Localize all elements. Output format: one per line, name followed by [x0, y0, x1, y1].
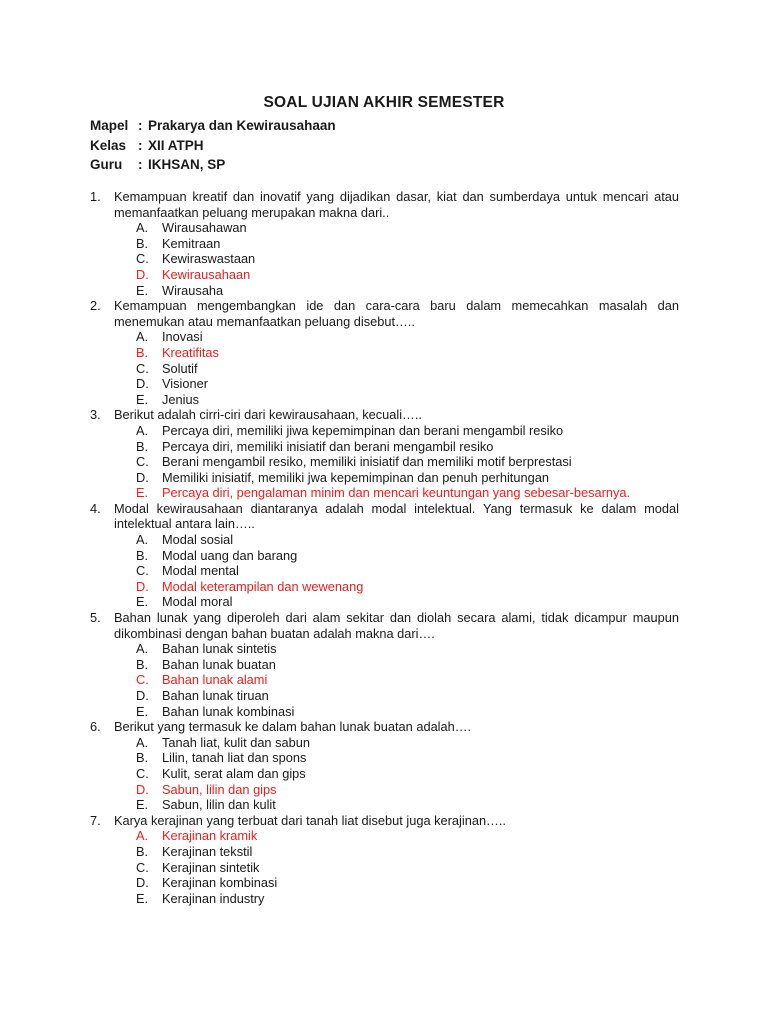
option-text: Percaya diri, pengalaman minim dan mencari keuntungan yang sebesar-besarnya. [162, 485, 631, 501]
option-letter: A. [136, 422, 149, 438]
option-item [114, 735, 679, 751]
question-item [90, 189, 679, 298]
option-item [114, 454, 679, 470]
option-item-correct [114, 267, 679, 283]
question-item [90, 407, 679, 501]
question-number: 3. [90, 407, 101, 423]
option-list [114, 641, 679, 719]
option-letter: D. [136, 688, 149, 703]
option-letter: B. [136, 235, 149, 251]
question-body [114, 407, 679, 501]
option-item [114, 329, 679, 345]
option-item-correct [114, 345, 679, 361]
option-item [114, 766, 679, 782]
option-text: Kerajinan kramik [162, 828, 258, 844]
option-letter: D. [136, 376, 149, 392]
meta-value: XII ATPH [148, 137, 204, 153]
option-letter: E. [136, 890, 149, 906]
option-letter: B. [136, 547, 149, 563]
option-text: Percaya diri, memiliki inisiatif dan berani mengambil resiko [162, 438, 494, 454]
option-text: Kewiraswastaan [162, 251, 256, 267]
option-item [114, 563, 679, 579]
question-number: 4. [90, 500, 101, 516]
option-text: Bahan lunak alami [162, 672, 268, 688]
option-text: Bahan lunak sintetis [162, 641, 277, 657]
option-letter: E. [136, 797, 149, 813]
option-letter: D. [136, 781, 149, 797]
option-list [114, 735, 679, 813]
option-letter: E. [136, 485, 149, 501]
option-item [114, 532, 679, 548]
meta-value: IKHSAN, SP [148, 157, 226, 172]
option-letter: C. [136, 563, 149, 579]
option-letter: A. [136, 329, 149, 345]
page-title: SOAL UJIAN AKHIR SEMESTER [263, 94, 505, 111]
option-text: Modal sosial [162, 532, 234, 548]
option-letter: B. [136, 750, 149, 766]
option-list [114, 220, 679, 298]
question-number: 6. [90, 719, 101, 735]
option-item-correct [114, 828, 679, 844]
option-text: Bahan lunak tiruan [162, 688, 269, 703]
question-list [90, 189, 679, 906]
question-body [114, 610, 679, 719]
option-letter: A. [136, 532, 149, 548]
question-item [90, 298, 679, 407]
meta-colon: : [138, 137, 143, 153]
option-letter: C. [136, 765, 149, 781]
option-text: Sabun, lilin dan kulit [162, 797, 276, 813]
question-body [114, 189, 679, 298]
question-text: Modal kewirausahaan diantaranya adalah modal intelektual. Yang termasuk ke dalam modal intelektual antara lain….. [114, 500, 679, 532]
option-item [114, 688, 679, 704]
exam-meta [90, 116, 336, 175]
option-letter: B. [136, 843, 149, 859]
option-text: Kulit, serat alam dan gips [162, 765, 306, 781]
option-item [114, 392, 679, 408]
option-letter: B. [136, 656, 149, 672]
option-letter: B. [136, 438, 149, 454]
option-text: Kreatifitas [162, 344, 219, 360]
option-letter: C. [136, 454, 149, 470]
option-text: Kerajinan kombinasi [162, 875, 278, 891]
option-item-correct [114, 579, 679, 595]
option-item [114, 470, 679, 486]
option-text: Wirausaha [162, 282, 224, 298]
option-item [114, 439, 679, 455]
option-text: Wirausahawan [162, 220, 247, 236]
option-letter: C. [136, 251, 149, 267]
question-number: 2. [90, 298, 101, 314]
option-letter: D. [136, 266, 149, 282]
option-letter: E. [136, 282, 149, 298]
question-body [114, 813, 679, 907]
option-letter: A. [136, 734, 149, 750]
option-item [114, 704, 679, 720]
question-item [90, 813, 679, 907]
option-item [114, 860, 679, 876]
option-letter: E. [136, 594, 149, 610]
question-text: Kemampuan kreatif dan inovatif yang dijadikan dasar, kiat dan sumberdaya untuk mencari atau memanfaatkan peluang merupakan makna dari.. [114, 189, 679, 220]
option-letter: D. [136, 578, 149, 594]
option-item [114, 361, 679, 377]
meta-row-class [90, 136, 336, 156]
option-letter: A. [136, 641, 149, 657]
option-item-correct [114, 485, 679, 501]
question-body [114, 501, 679, 610]
option-item [114, 875, 679, 891]
option-text: Inovasi [162, 329, 203, 345]
option-item [114, 251, 679, 267]
option-letter: E. [136, 391, 149, 407]
option-item [114, 220, 679, 236]
option-text: Memiliki inisiatif, memiliki jwa kepemimpinan dan penuh perhitungan [162, 469, 549, 485]
option-text: Modal moral [162, 594, 233, 610]
meta-key: Mapel [90, 118, 129, 133]
option-text: Berani mengambil resiko, memiliki inisiatif dan memiliki motif berprestasi [162, 454, 572, 470]
meta-colon: : [138, 157, 143, 172]
option-text: Tanah liat, kulit dan sabun [162, 734, 310, 750]
option-text: Lilin, tanah liat dan spons [162, 750, 307, 766]
question-text: Berikut adalah cirri-ciri dari kewirausahaan, kecuali….. [114, 407, 422, 423]
option-item [114, 548, 679, 564]
option-letter: E. [136, 703, 149, 719]
option-letter: A. [136, 220, 149, 236]
meta-key: Kelas [90, 137, 127, 153]
option-item [114, 797, 679, 813]
option-text: Kemitraan [162, 235, 221, 251]
option-text: Solutif [162, 360, 198, 376]
option-text: Kerajinan industry [162, 890, 265, 906]
question-number: 5. [90, 610, 101, 626]
option-item [114, 844, 679, 860]
option-text: Kerajinan sintetik [162, 859, 260, 875]
meta-key: Guru [90, 157, 123, 172]
option-item-correct [114, 672, 679, 688]
option-letter: B. [136, 344, 149, 360]
option-item [114, 641, 679, 657]
option-item [114, 657, 679, 673]
question-item [90, 719, 679, 813]
question-body [114, 298, 679, 407]
question-text: Bahan lunak yang diperoleh dari alam sekitar dan diolah secara alami, tidak dicampur maupun dikombinasi dengan bahan buatan adalah makna dari…. [114, 610, 679, 641]
option-text: Kewirausahaan [162, 266, 251, 282]
option-text: Sabun, lilin dan gips [162, 781, 277, 797]
meta-colon: : [138, 118, 143, 133]
question-item [90, 501, 679, 610]
option-item [114, 891, 679, 907]
question-item [90, 610, 679, 719]
option-letter: D. [136, 469, 149, 485]
option-list [114, 423, 679, 501]
option-item [114, 594, 679, 610]
option-text: Visioner [162, 376, 209, 392]
option-text: Bahan lunak kombinasi [162, 703, 295, 719]
option-text: Jenius [162, 391, 199, 407]
option-text: Modal keterampilan dan wewenang [162, 578, 364, 594]
meta-row-subject [90, 116, 336, 136]
question-text: Karya kerajinan yang terbuat dari tanah liat disebut juga kerajinan….. [114, 812, 506, 828]
option-text: Kerajinan tekstil [162, 843, 253, 859]
option-text: Percaya diri, memiliki jiwa kepemimpinan dan berani mengambil resiko [162, 422, 564, 438]
meta-value: Prakarya dan Kewirausahaan [148, 118, 336, 133]
option-text: Modal uang dan barang [162, 547, 298, 563]
question-number: 7. [90, 812, 101, 828]
option-letter: A. [136, 828, 149, 844]
meta-row-teacher [90, 155, 336, 175]
option-letter: D. [136, 875, 149, 891]
question-text: Kemampuan mengembangkan ide dan cara-cara baru dalam memecahkan masalah dan menemukan atau memanfaatkan peluang disebut….. [114, 298, 679, 329]
question-body [114, 719, 679, 813]
option-list [114, 532, 679, 610]
option-item [114, 283, 679, 299]
option-item [114, 236, 679, 252]
option-item [114, 750, 679, 766]
option-list [114, 828, 679, 906]
question-text: Berikut yang termasuk ke dalam bahan lunak buatan adalah…. [114, 719, 472, 735]
option-item [114, 423, 679, 439]
option-text: Bahan lunak buatan [162, 656, 276, 672]
option-letter: C. [136, 859, 149, 875]
option-letter: C. [136, 360, 149, 376]
option-item [114, 376, 679, 392]
option-letter: C. [136, 672, 149, 688]
question-number: 1. [90, 189, 101, 204]
option-list [114, 329, 679, 407]
option-text: Modal mental [162, 563, 239, 579]
option-item-correct [114, 782, 679, 798]
